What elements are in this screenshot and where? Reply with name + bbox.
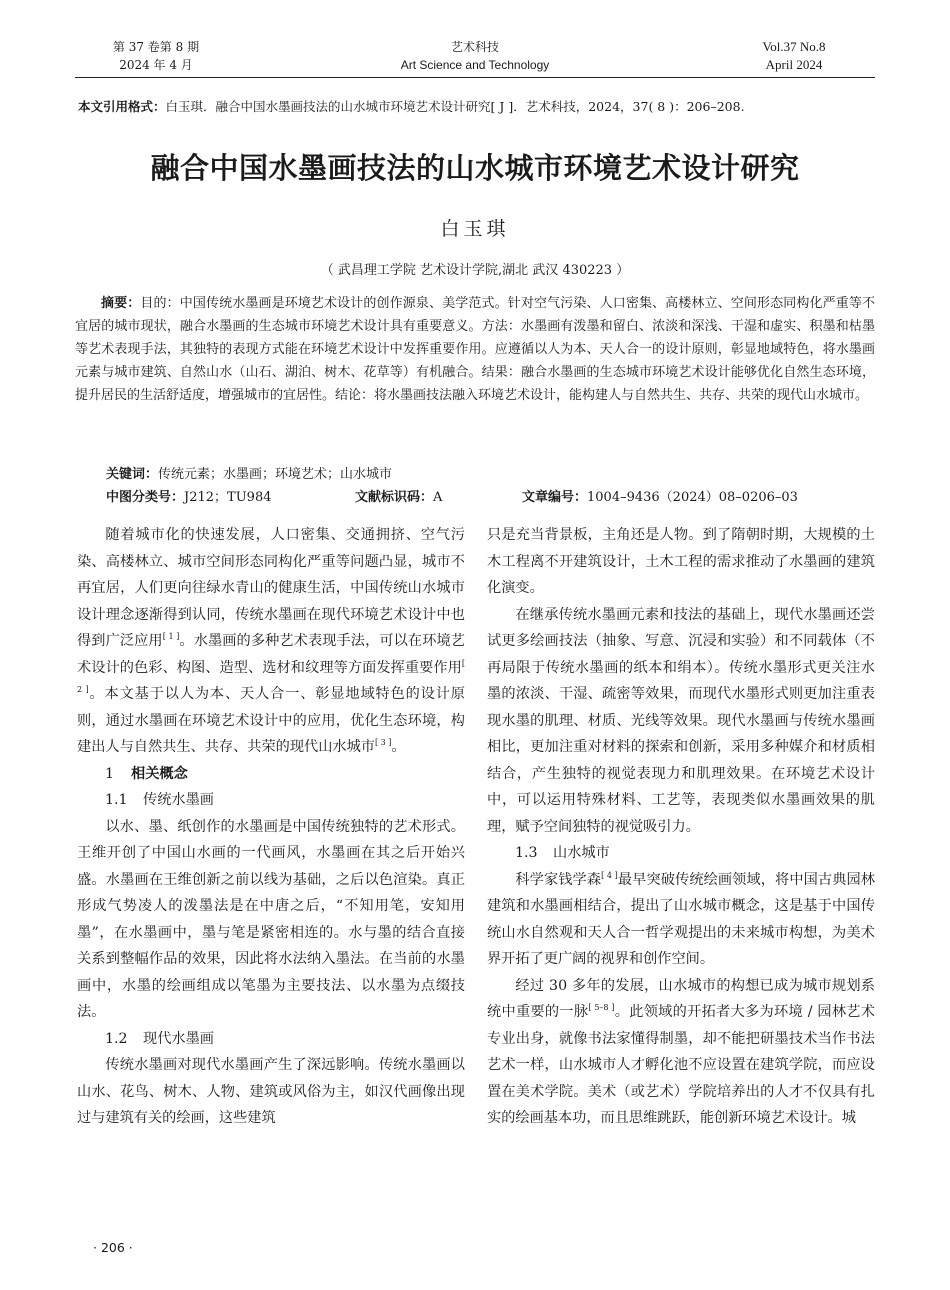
author-affiliation: （ 武昌理工学院 艺术设计学院,湖北 武汉 430223 ） [320, 263, 630, 278]
abstract [75, 292, 875, 407]
section-1-3-text-b: 最早突破传统绘画领域，将中国古典园林建筑和水墨画相结合，提出了山水城市概念，这是基于中国传统山水自然观和天人合一哲学观提出的未来城市构想，为美术界开拓了更广阔的视界和创作空间。 [487, 871, 875, 967]
paper-author: 白玉琪 [440, 218, 510, 240]
section-1-1-heading [77, 787, 465, 814]
section-1-3-paragraph-2 [487, 973, 875, 1132]
ref-1: [ 1 ] [162, 632, 180, 641]
section-1-2-paragraph-cont: 只是充当背景板，主角还是人物。到了隋朝时期，大规模的土木工程离不开建筑设计，土木工程的需求推动了水墨画的建筑化演变。 [487, 527, 875, 596]
clc-number [106, 486, 271, 509]
classification-line [106, 486, 875, 509]
ref-5-8: [ 5–8 ] [588, 1003, 615, 1012]
keywords-label: 关键词： [106, 467, 159, 482]
article-number [522, 486, 798, 509]
document-code [355, 486, 442, 509]
ref-2: [ 2 ] [77, 658, 465, 694]
ref-4: [ 4 ] [601, 870, 618, 880]
volume-issue-en: Vol.37 No.8 [762, 39, 826, 54]
section-1-2-heading [77, 1026, 465, 1053]
journal-volume-issue-en [734, 38, 854, 74]
section-1-1-paragraph: 以水、墨、纸创作的水墨画是中国传统独特的艺术形式。王维开创了中国山水画的一代画风，水墨画在其之后开始兴盛。水墨画在王维创新之前以线为基础，之后以色渲染。真正形成气势凌人的泼墨法是在中唐之后，“不知用笔，安知用墨”，在水墨画中，墨与笔是紧密相连的。水与墨的结合直接关系到整幅作品的效果，因此将水法纳入墨法。在当前的水墨画中，水墨的绘画组成以笔墨为主要技法、以水墨为点缀技法。 [77, 818, 465, 1020]
page-number: · 206 · [93, 1240, 133, 1255]
article-number-label: 文章编号： [522, 490, 588, 505]
section-1-3-text-d: 。此领域的开拓者大多为环境 / 园林艺术专业出身，就像书法家懂得制墨，却不能把研墨技术当作书法艺术一样，山水城市人才孵化池不应设置在建筑学院，而应设置在美术学院。美术（或艺术）学院培养出的人才不仅具有扎实的绘画基本功，而且思维跳跃，能创新环境艺术设计。城 [487, 1004, 875, 1126]
citation-label: 本文引用格式： [78, 99, 166, 114]
abstract-text: 目的：中国传统水墨画是环境艺术设计的创作源泉、美学范式。针对空气污染、人口密集、高楼林立、空间形态同构化严重等不宜居的城市现状，融合水墨画的生态城市环境艺术设计具有重要意义。方法：水墨画有泼墨和留白、浓淡和深浅、干湿和虚实、积墨和枯墨等艺术表现手法，其独特的表现方式能在环境艺术设计中发挥重要作用。应遵循以人为本、天人合一的设计原则，彰显地域特色，将水墨画元素与城市建筑、自然山水（山石、湖泊、树木、花草等）有机融合。结果：融合水墨画的生态城市环境艺术设计能够优化自然生态环境，提升居民的生活舒适度，增强城市的宜居性。结论：将水墨画技法融入环境艺术设计，能构建人与自然共生、共存、共荣的现代山水城市。 [75, 296, 875, 403]
journal-name [375, 38, 575, 74]
abstract-label: 摘要： [101, 296, 141, 311]
section-1-1-number: 1.1 [105, 792, 128, 808]
journal-name-en: Art Science and Technology [400, 58, 550, 72]
keywords-text: 传统元素；水墨画；环境艺术；山水城市 [158, 467, 393, 482]
section-1-3-text-c: 经过 30 多年的发展，山水城市的构想已成为城市规划系统中重要的一脉 [487, 977, 875, 1020]
citation-text: 白玉琪．融合中国水墨画技法的山水城市环境艺术设计研究[ J ]．艺术科技，2024，37( 8 )：206–208. [165, 99, 745, 114]
body-right-column [487, 522, 875, 1132]
clc-value: J212；TU984 [184, 490, 272, 505]
intro-text-d: 。 [391, 739, 406, 755]
publication-date-en: April 2024 [765, 57, 823, 72]
citation-format [78, 97, 880, 117]
section-1-3-heading [487, 840, 875, 867]
section-1-2-paragraph-2: 在继承传统水墨画元素和技法的基础上，现代水墨画还尝试更多绘画技法（抽象、写意、沉浸和实验）和不同载体（不再局限于传统水墨画的纸本和绢本）。传统水墨形式更关注水墨的浓淡、干湿、疏密等效果，而现代水墨形式则更加注重表现水墨的肌理、材质、光线等效果。现代水墨画与传统水墨画相比，更加注重对材料的探索和创新，采用多种媒介和材质相结合，产生独特的视觉表现力和肌理效果。在环境艺术设计中，可以运用特殊材料、工艺等，表现类似水墨画效果的肌理，赋予空间独特的视觉吸引力。 [487, 606, 875, 835]
section-1-3-number: 1.3 [515, 845, 538, 861]
section-1-title: 相关概念 [131, 765, 188, 782]
section-1-2-paragraph: 传统水墨画对现代水墨画产生了深远影响。传统水墨画以山水、花鸟、树木、人物、建筑或风俗为主，如汉代画像出现过与建筑有关的绘画，这些建筑 [77, 1057, 465, 1126]
section-1-2-number: 1.2 [105, 1030, 128, 1047]
section-1-3-text-a: 科学家钱学森 [515, 871, 602, 888]
journal-volume-issue [96, 38, 216, 74]
section-1-number: 1 [105, 765, 115, 782]
publication-date: 2024 年 4 月 [119, 58, 193, 72]
article-number-value: 1004–9436（2024）08–0206–03 [587, 490, 798, 505]
section-1-heading [77, 761, 465, 788]
intro-paragraph [77, 522, 465, 761]
paper-title: 融合中国水墨画技法的山水城市环境艺术设计研究 [150, 151, 800, 185]
intro-text-a: 随着城市化的快速发展，人口密集、交通拥挤、空气污染、高楼林立、城市空间形态同构化严重等问题凸显，城市不再宜居，人们更向往绿水青山的健康生活，中国传统山水城市设计理念逐渐得到认同，传统水墨画在现代环境艺术设计中也得到广泛应用 [77, 527, 465, 649]
section-1-3-title: 山水城市 [553, 845, 610, 861]
header-rule [75, 77, 875, 78]
intro-text-b: 。水墨画的多种艺术表现手法，可以在环境艺术设计的色彩、构图、造型、选材和纹理等方面发挥重要作用 [77, 633, 465, 676]
intro-text-c: 。本文基于以人为本、天人合一、彰显地域特色的设计原则，通过水墨画在环境艺术设计中的应用，优化生态环境，构建出人与自然共生、共存、共荣的现代山水城市 [77, 686, 465, 755]
volume-issue: 第 37 卷第 8 期 [112, 40, 200, 54]
ref-3: [ 3 ] [374, 738, 392, 747]
doc-code-label: 文献标识码： [355, 490, 434, 505]
section-1-1-title: 传统水墨画 [143, 792, 214, 808]
doc-code-value: A [433, 490, 443, 505]
journal-name-cn: 艺术科技 [450, 40, 499, 54]
section-1-3-paragraph [487, 867, 875, 973]
body-left-column [77, 522, 465, 1132]
keywords [106, 463, 392, 486]
clc-label: 中图分类号： [106, 490, 185, 505]
section-1-2-title: 现代水墨画 [143, 1030, 214, 1047]
